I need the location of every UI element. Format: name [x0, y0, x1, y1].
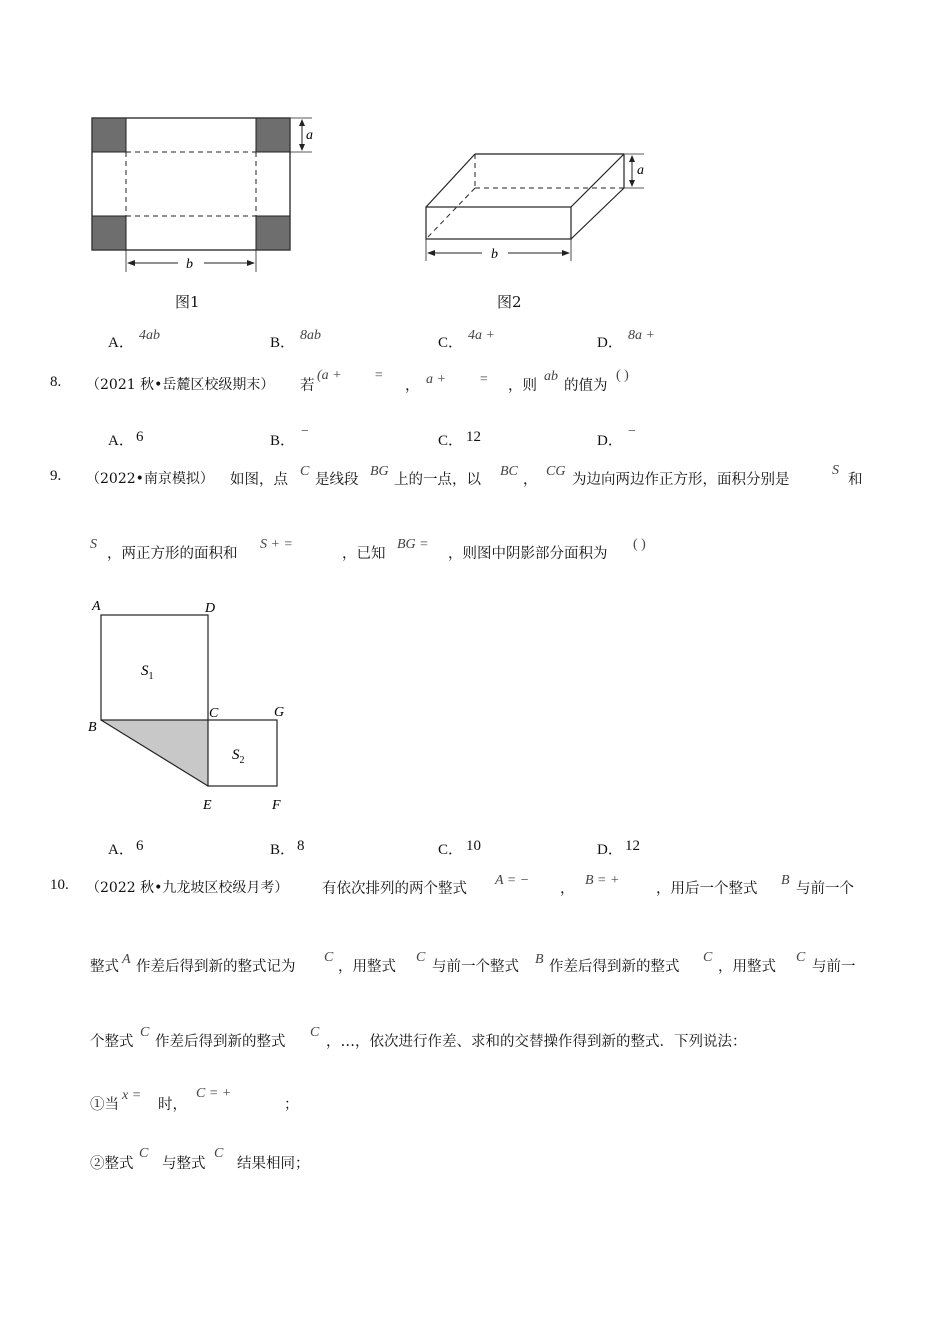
- q7-option-c-expr: 4a +: [468, 328, 495, 343]
- q10-l1-text-4: 与前一个: [796, 881, 854, 897]
- q9-text-8: ，已知: [342, 546, 386, 562]
- q9-square-s2: [208, 720, 277, 786]
- q9-option-a-value: 6: [136, 838, 144, 854]
- q9-text-3: 上的一点，以: [394, 472, 481, 488]
- q9-text-2: 是线段: [315, 472, 359, 488]
- q9-number: 9.: [50, 468, 62, 484]
- q9-label-s2: $S_2$: [232, 747, 245, 766]
- q8-math-1: (a +: [317, 368, 342, 383]
- fig1-caption: 图1: [175, 293, 200, 311]
- q8-number: 8.: [50, 374, 62, 390]
- q10-l3-text-1: 个整式: [90, 1034, 134, 1050]
- q7-option-b-letter[interactable]: B．: [270, 335, 296, 351]
- q10-l2-text-1: 整式: [90, 959, 119, 975]
- q9-text-6: 和: [848, 472, 863, 488]
- q10-l2-text-3: ，用整式: [338, 959, 396, 975]
- q8-option-a-letter[interactable]: A．: [108, 433, 134, 449]
- q8-math-5: ab: [544, 369, 558, 384]
- q8-option-a-value: 6: [136, 429, 144, 445]
- q10-l1-math-b: B = +: [585, 873, 620, 888]
- q9-option-c-letter[interactable]: C．: [438, 842, 464, 858]
- fig2-front-face: [426, 207, 571, 239]
- q10-l2-math-c: C: [324, 950, 334, 965]
- fig2-caption: 图2: [497, 293, 522, 311]
- q9-text-4: ，: [523, 472, 538, 488]
- q7-option-d-expr: 8a +: [628, 328, 655, 343]
- q7-option-a-letter[interactable]: A．: [108, 335, 134, 351]
- q8-text-2: ，: [405, 378, 420, 394]
- q10-l1-text-3: ，用后一个整式: [656, 881, 758, 897]
- q7-option-b-expr: 8ab: [300, 328, 321, 343]
- fig2-label-a: a: [637, 163, 644, 178]
- q10-l2-text-6: ，用整式: [718, 959, 776, 975]
- q8-text-3: ，则: [508, 378, 537, 394]
- q10-l1-text-2: ，: [560, 881, 575, 897]
- q10-l3-text-2: 作差后得到新的整式: [155, 1034, 286, 1050]
- q9-math-c: C: [300, 464, 310, 479]
- q8-math-3: a +: [426, 372, 446, 387]
- q10-s1-math-x: x =: [122, 1088, 142, 1103]
- q9-point-b: B: [88, 720, 97, 735]
- figure-2: [418, 146, 658, 271]
- q9-option-d-letter[interactable]: D．: [597, 842, 623, 858]
- q7-option-c-letter[interactable]: C．: [438, 335, 464, 351]
- q8-answer-paren: ( ): [616, 368, 629, 383]
- q8-option-b-letter[interactable]: B．: [270, 433, 296, 449]
- q8-math-2: =: [374, 368, 384, 383]
- fig1-corner-tl: [92, 118, 126, 152]
- q9-source: （2022•南京模拟）: [86, 471, 214, 487]
- q10-s2-math-c: C: [139, 1146, 149, 1161]
- q10-s2-text-2: 与整式: [162, 1156, 206, 1172]
- q8-source: （2021 秋•岳麓区校级期末）: [86, 377, 275, 393]
- q9-point-c: C: [209, 706, 219, 721]
- q9-text-7: ，两正方形的面积和: [107, 546, 238, 562]
- fig1-corner-bl: [92, 216, 126, 250]
- fig1-label-b: b: [186, 257, 193, 272]
- q10-s1-text-1: ①当: [90, 1097, 119, 1113]
- q10-l3-math-c: C: [140, 1025, 150, 1040]
- q9-math-bc: BC: [500, 464, 518, 479]
- q10-l1-math-b2: B: [781, 873, 790, 888]
- q7-option-d-letter[interactable]: D．: [597, 335, 623, 351]
- q9-square-s1: [101, 615, 208, 720]
- q9-point-a: A: [92, 599, 101, 614]
- fig2-label-b: b: [491, 247, 498, 262]
- q9-option-a-letter[interactable]: A．: [108, 842, 134, 858]
- q8-math-4: =: [479, 372, 489, 387]
- fig1-corner-tr: [256, 118, 290, 152]
- q10-l2-text-2: 作差后得到新的整式记为: [136, 959, 296, 975]
- q7-option-a-expr: 4ab: [139, 328, 160, 343]
- q9-option-c-value: 10: [466, 838, 481, 854]
- q9-text-1: 如图，点: [230, 472, 288, 488]
- q10-s1-text-2: 时，: [158, 1097, 187, 1113]
- q10-l2-text-4: 与前一个整式: [432, 959, 519, 975]
- q10-source: （2022 秋•九龙坡区校级月考）: [86, 880, 289, 896]
- q10-l2-math-c3: C: [796, 950, 806, 965]
- q9-math-s: S: [832, 463, 839, 478]
- q10-l3-math-c2: C: [310, 1025, 320, 1040]
- q8-option-d-letter[interactable]: D．: [597, 433, 623, 449]
- q9-text-5: 为边向两边作正方形，面积分别是: [572, 472, 790, 488]
- q8-option-d-value: −: [627, 424, 637, 439]
- q10-l2-math-b: B: [535, 952, 544, 967]
- q9-math-s2: S: [90, 537, 97, 552]
- q8-option-c-letter[interactable]: C．: [438, 433, 464, 449]
- q8-option-c-value: 12: [466, 429, 481, 445]
- q8-text-4: 的值为: [564, 378, 608, 394]
- q10-s2-text-1: ②整式: [90, 1156, 134, 1172]
- q9-point-e: E: [203, 798, 212, 813]
- q10-l1-text-1: 有依次排列的两个整式: [322, 881, 467, 897]
- q9-point-f: F: [272, 798, 281, 813]
- q9-label-s1: $S_1$: [141, 663, 154, 682]
- q10-number: 10.: [50, 877, 69, 893]
- q10-l1-math-a: A = −: [495, 873, 530, 888]
- q8-option-b-value: −: [300, 424, 310, 439]
- q9-math-cg: CG: [546, 464, 566, 479]
- q10-s2-math-c2: C: [214, 1146, 224, 1161]
- q10-l2-math-c2: C: [703, 950, 713, 965]
- q10-s1-text-3: ；: [284, 1097, 299, 1113]
- q8-text-1: 若: [300, 378, 315, 394]
- q9-math-bg: BG: [370, 464, 389, 479]
- fig1-corner-br: [256, 216, 290, 250]
- q9-point-g: G: [274, 705, 285, 720]
- q10-l2-math-a: A: [122, 952, 131, 967]
- q9-math-sum: S + =: [260, 537, 293, 552]
- q9-option-b-letter[interactable]: B．: [270, 842, 296, 858]
- q9-math-bg-eq: BG =: [397, 537, 429, 552]
- q9-text-9: ，则图中阴影部分面积为: [448, 546, 608, 562]
- q10-s1-math-c: C = +: [196, 1086, 232, 1101]
- q9-option-b-value: 8: [297, 838, 305, 854]
- q10-l2-text-7: 与前一: [812, 959, 856, 975]
- q9-answer-paren: ( ): [633, 537, 646, 552]
- q10-l2-text-5: 作差后得到新的整式: [549, 959, 680, 975]
- figure-1: [80, 108, 320, 323]
- q9-option-d-value: 12: [625, 838, 640, 854]
- q10-l2-math-c1: C: [416, 950, 426, 965]
- q10-s2-text-3: 结果相同；: [237, 1156, 310, 1172]
- q9-figure: [84, 592, 299, 818]
- q10-l3-text-3: ，…，依次进行作差、求和的交替操作得到新的整式．下列说法：: [326, 1034, 747, 1050]
- fig1-label-a: a: [306, 128, 313, 143]
- q9-point-d: D: [205, 601, 216, 616]
